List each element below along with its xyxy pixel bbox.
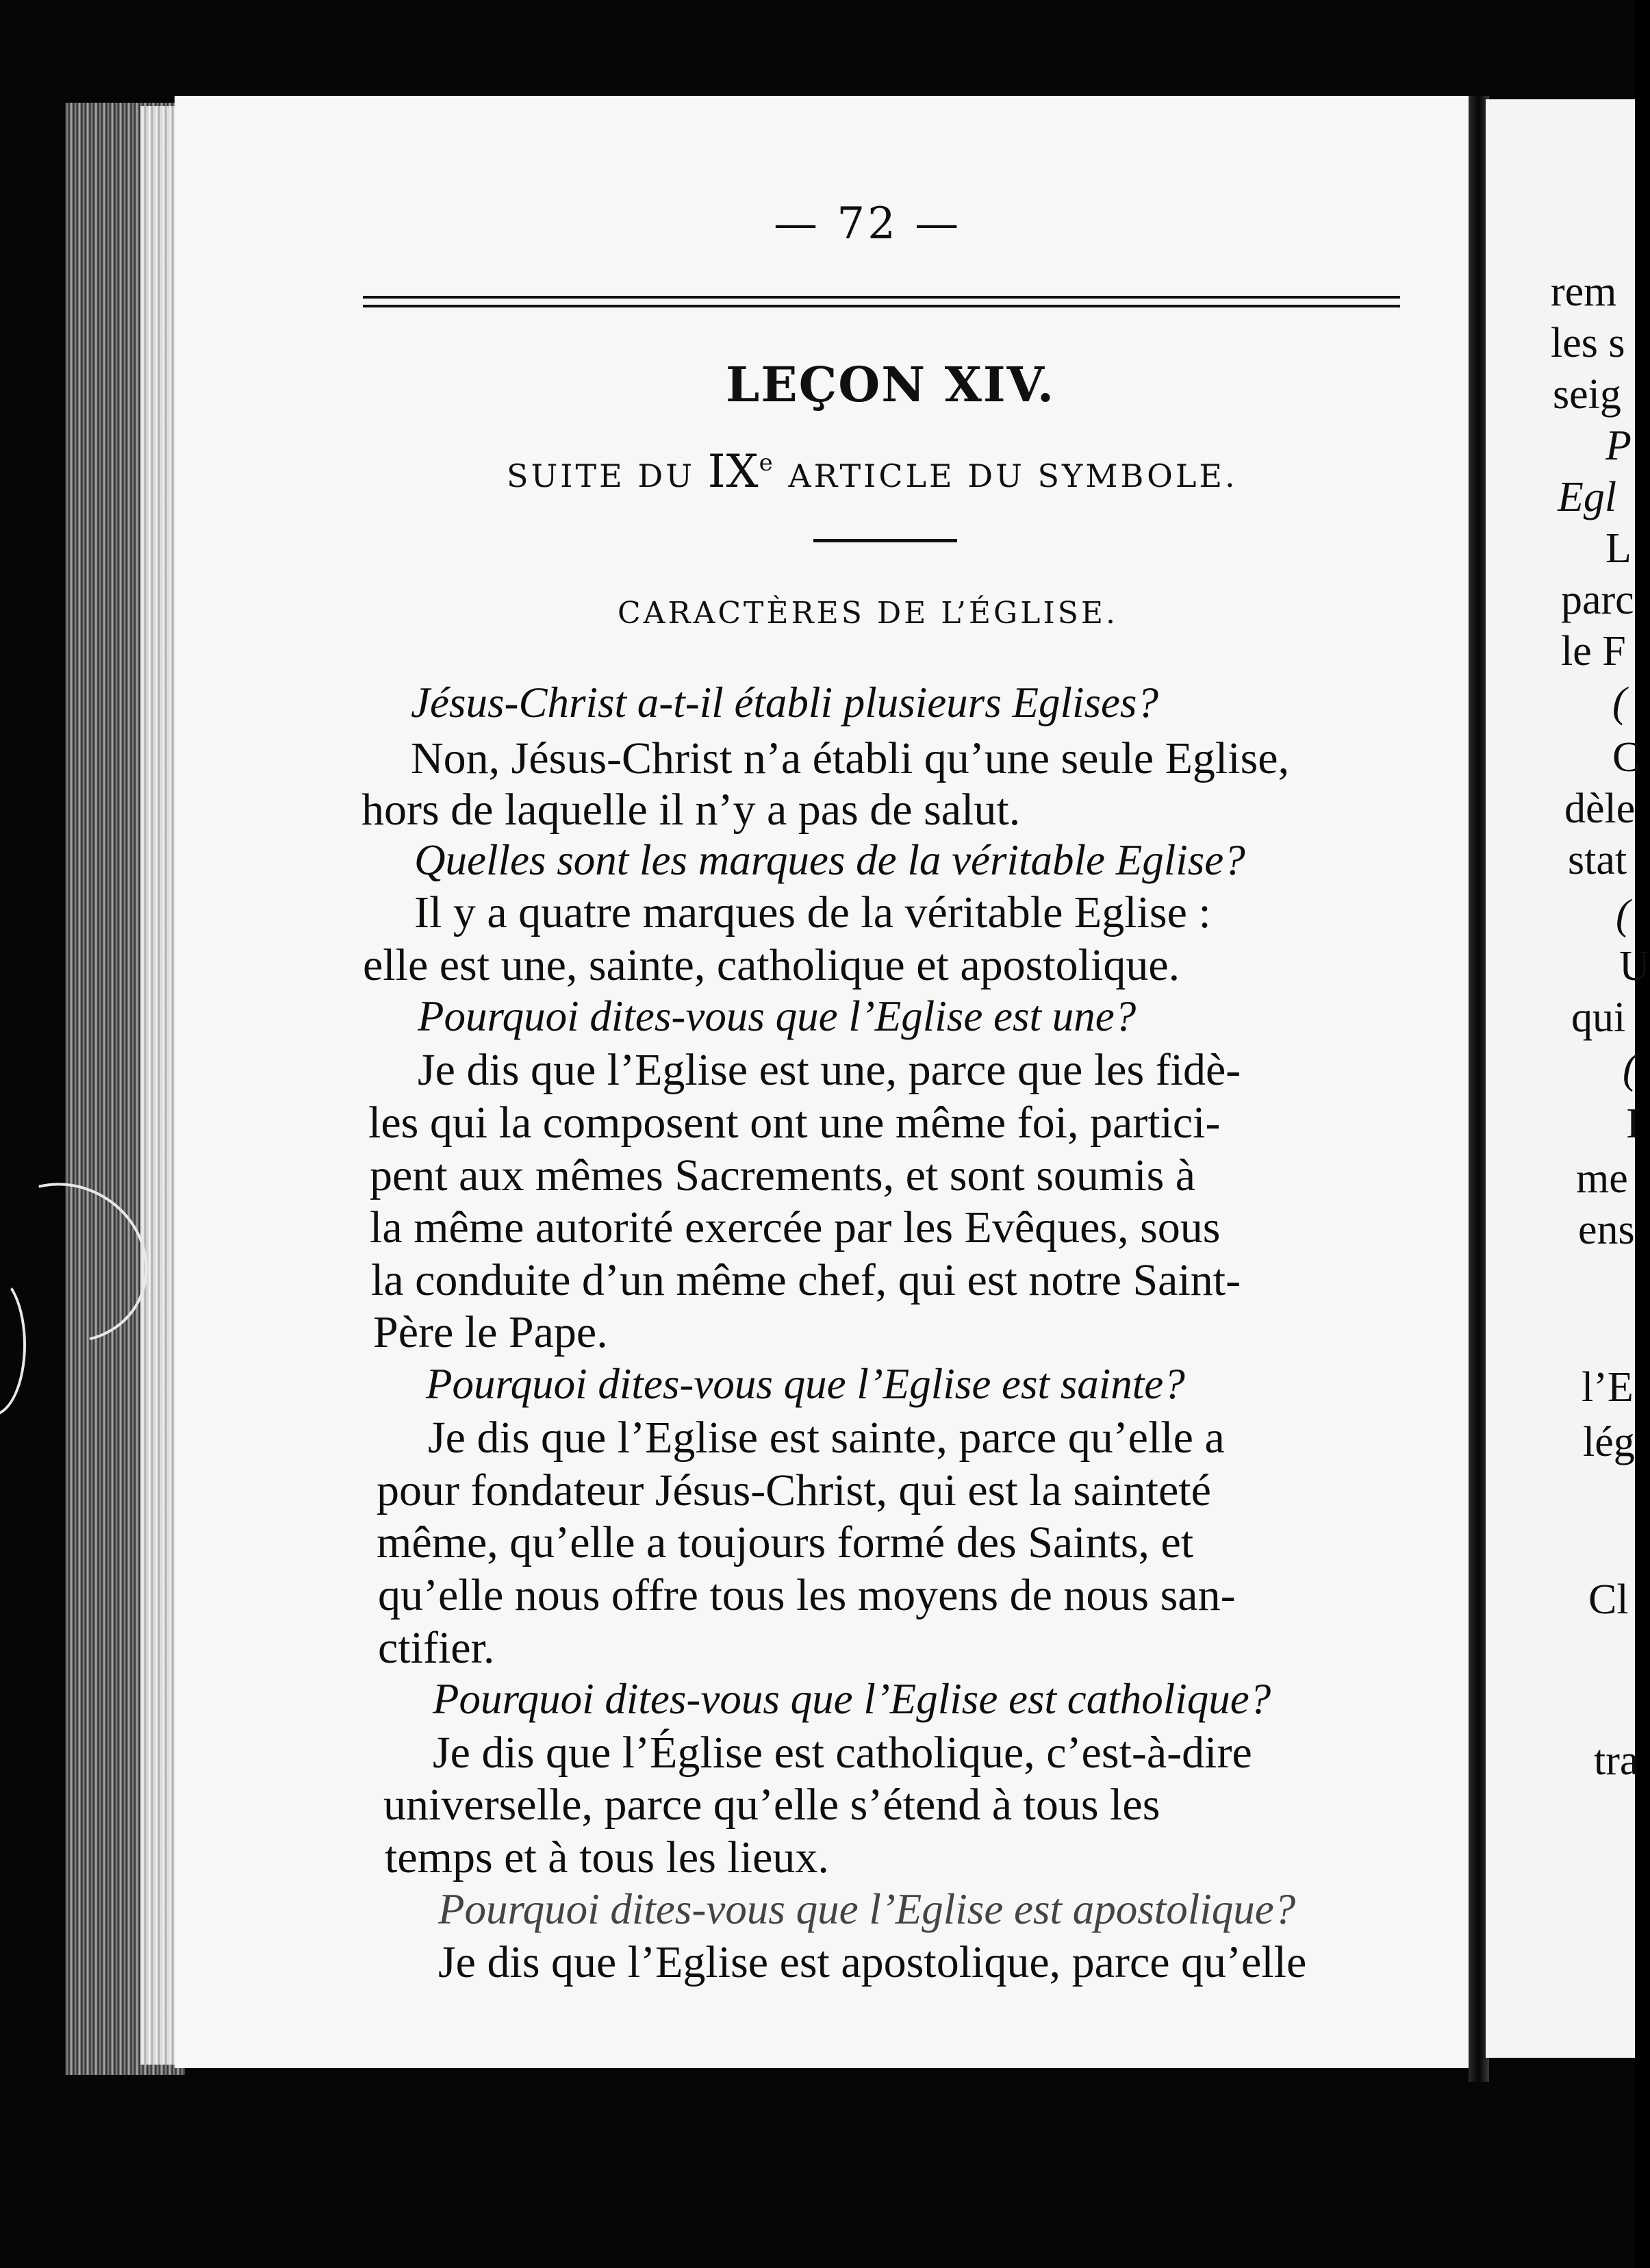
right-page-fragment: rem — [1551, 268, 1617, 315]
question-line: Jésus-Christ a-t-il établi plusieurs Eglises? — [411, 679, 1158, 727]
section-heading: CARACTÈRES DE L’ÉGLISE. — [618, 596, 1119, 631]
right-page-fragment: L — [1605, 525, 1632, 572]
lesson-title: LEÇON XIV. — [726, 356, 1056, 413]
right-page-fragment: stat — [1568, 837, 1627, 883]
question-line: Pourquoi dites-vous que l’Eglise est sainte? — [426, 1360, 1185, 1408]
question-line: Pourquoi dites-vous que l’Eglise est catholique? — [433, 1675, 1271, 1723]
right-page-fragment: ens — [1578, 1207, 1635, 1253]
answer-line: la conduite d’un même chef, qui est notre Saint- — [371, 1255, 1241, 1305]
short-divider-rule — [813, 539, 957, 542]
right-page-fragment: ( — [1616, 892, 1630, 938]
answer-line: Je dis que l’Eglise est apostolique, parce qu’elle — [438, 1937, 1307, 1987]
right-page-fragment: dèle — [1564, 785, 1636, 832]
answer-line: Je dis que l’Eglise est une, parce que les fidè- — [418, 1045, 1241, 1095]
answer-line: qu’elle nous offre tous les moyens de nous san- — [378, 1570, 1236, 1620]
lesson-subtitle — [507, 445, 1238, 498]
right-page-fragment: le F — [1561, 628, 1626, 675]
subtitle-suffix: ARTICLE DU SYMBOLE. — [775, 457, 1238, 494]
answer-line: Je dis que l’Eglise est sainte, parce qu’elle a — [428, 1413, 1225, 1463]
right-page-fragment: qui — [1571, 994, 1626, 1041]
answer-line: temps et à tous les lieux. — [385, 1832, 829, 1882]
subtitle-prefix: SUITE DU — [507, 457, 708, 494]
answer-line: ctifier. — [378, 1623, 495, 1673]
answer-line: Non, Jésus-Christ n’a établi qu’une seule Eglise, — [411, 733, 1290, 783]
question-line: Pourquoi dites-vous que l’Eglise est apostolique? — [438, 1885, 1296, 1933]
answer-line: universelle, parce qu’elle s’étend à tous les — [383, 1780, 1160, 1830]
page-number: — 72 — — [774, 199, 962, 249]
right-page-fragment: I — [1626, 1100, 1640, 1147]
page-edge-inner — [140, 106, 178, 2065]
question-line: Pourquoi dites-vous que l’Eglise est une? — [418, 992, 1137, 1040]
answer-line: pent aux mêmes Sacrements, et sont soumis à — [370, 1150, 1196, 1200]
answer-line: pour fondateur Jésus-Christ, qui est la sainteté — [377, 1465, 1211, 1515]
right-page-fragment: ( — [1612, 679, 1627, 726]
header-double-rule — [363, 296, 1400, 307]
right-page-fragment: me — [1576, 1155, 1628, 1202]
answer-line: Je dis que l’Église est catholique, c’est-à-dire — [433, 1728, 1252, 1778]
answer-line: elle est une, sainte, catholique et apostolique. — [363, 940, 1180, 990]
right-page-fragment: ( — [1623, 1046, 1637, 1092]
right-page-fragment: parc — [1561, 577, 1634, 623]
answer-line: la même autorité exercée par les Evêques, sous — [370, 1202, 1221, 1252]
right-page-fragment: C — [1612, 734, 1641, 781]
subtitle-roman: IX — [707, 445, 759, 498]
subtitle-superscript: e — [759, 449, 776, 477]
answer-line: même, qu’elle a toujours formé des Saints, et — [377, 1517, 1194, 1567]
answer-line: les qui la composent ont une même foi, partici- — [368, 1098, 1221, 1148]
right-page-fragment: Cl — [1588, 1576, 1629, 1623]
answer-line: Il y a quatre marques de la véritable Eglise : — [414, 887, 1211, 937]
right-page-fragment: lég — [1583, 1419, 1635, 1465]
right-page-fragment: U — [1619, 943, 1650, 990]
right-page-fragment: les s — [1551, 320, 1625, 366]
right-page-fragment: tra — [1594, 1737, 1639, 1784]
right-page-fragment: seig — [1553, 371, 1621, 418]
answer-line: Père le Pape. — [373, 1307, 608, 1357]
right-page-fragment: Egl — [1558, 474, 1617, 520]
right-page-fragment: P — [1605, 423, 1632, 469]
right-page-fragment: l’E — [1582, 1364, 1634, 1411]
question-line: Quelles sont les marques de la véritable Eglise? — [414, 836, 1245, 884]
answer-line: hors de laquelle il n’y a pas de salut. — [361, 785, 1021, 835]
